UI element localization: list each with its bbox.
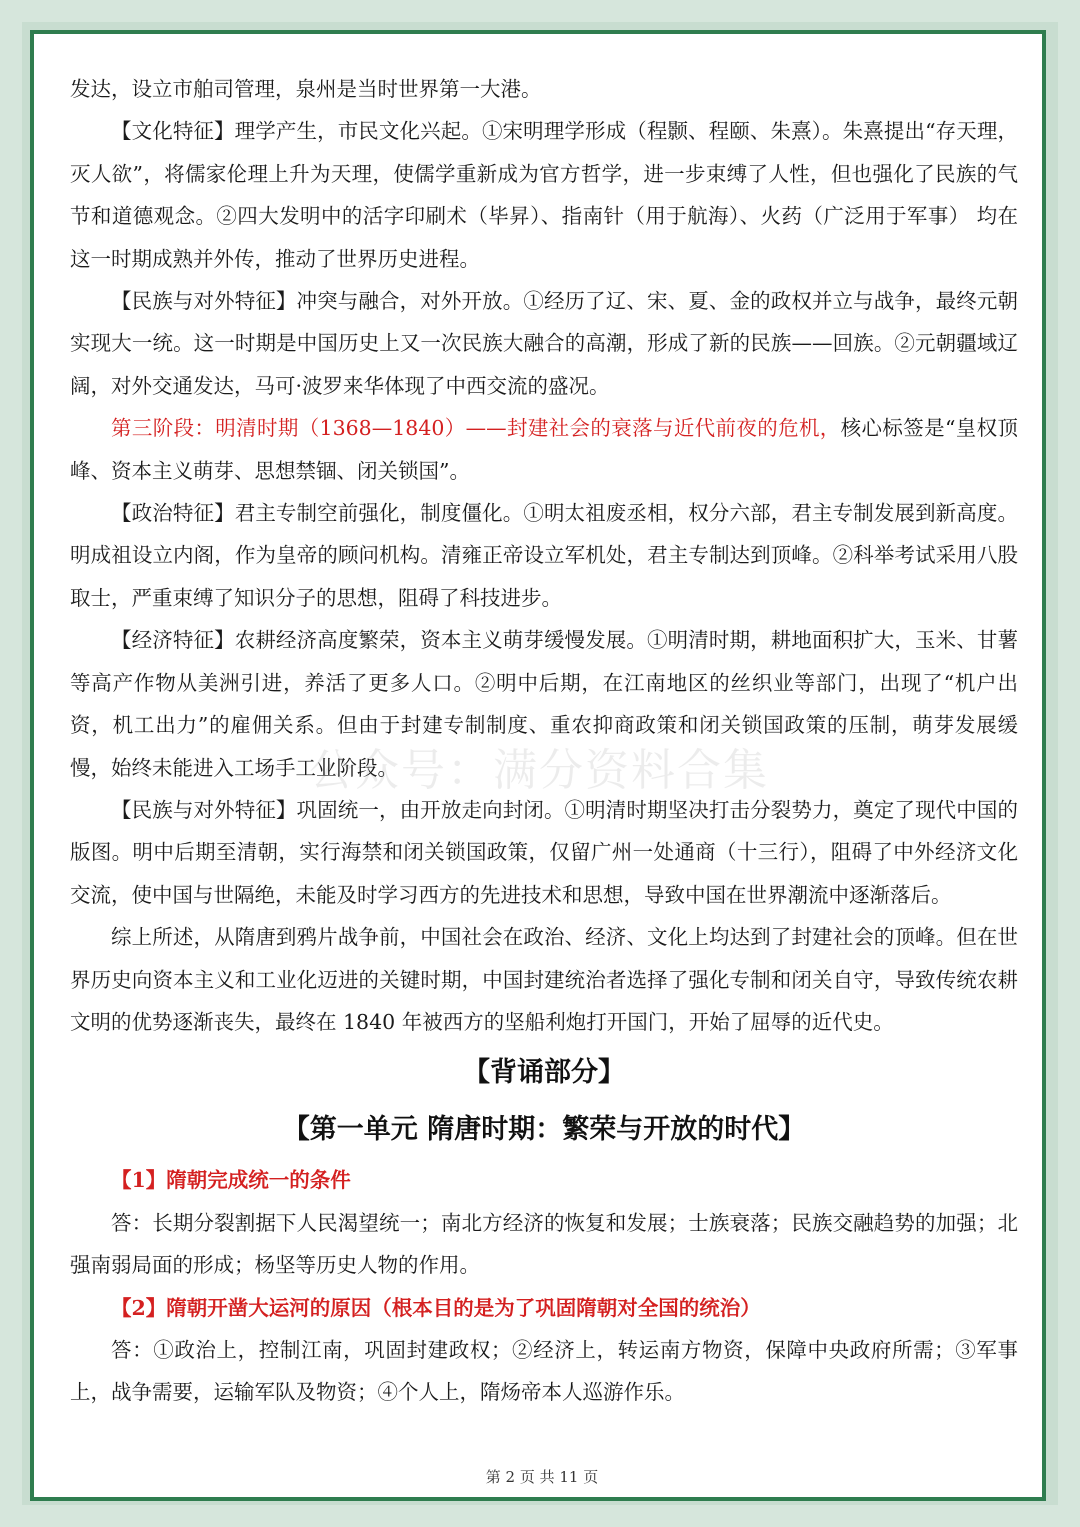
paragraph-continued: 发达，设立市舶司管理，泉州是当时世界第一大港。	[70, 77, 542, 101]
question-title: 【2】隋朝开凿大运河的原因（根本目的是为了巩固隋朝对全国的统治）	[111, 1295, 761, 1320]
paragraph-culture: 【文化特征】理学产生，市民文化兴起。①宋明理学形成（程颢、程颐、朱熹）。朱熹提出“存天理，灭人欲”，将儒家伦理上升为天理，使儒学重新成为官方哲学，进一步束缚了人性，但也强化了民族的气节和道德观念。②四大发明中的活字印刷术（毕昇）、指南针（用于航海）、火药（广泛用于军事） 均在这一时期成熟并外传，推动了世界历史进程。	[70, 119, 1018, 271]
stage-three-tags: 核心标签是“皇权顶峰、资本主义萌芽、思想禁锢、闭关锁国”。	[70, 416, 1018, 483]
question-answer: 答：①政治上，控制江南，巩固封建政权；②经济上，转运南方物资，保障中央政府所需；③军事上，战争需要，运输军队及物资；④个人上，隋炀帝本人巡游作乐。	[70, 1337, 1018, 1405]
document-body	[70, 68, 1018, 1414]
page-number-footer: 第 2 页 共 11 页	[485, 1468, 599, 1486]
document-page	[30, 30, 1046, 1501]
section-heading: 【背诵部分】	[463, 1057, 625, 1089]
question-title: 【1】隋朝完成统一的条件	[111, 1168, 351, 1193]
paragraph-economy: 【经济特征】农耕经济高度繁荣，资本主义萌芽缓慢发展。①明清时期，耕地面积扩大，玉米、甘薯等高产作物从美洲引进，养活了更多人口。②明中后期，在江南地区的丝织业等部门，出现了“机户出资，机工出力”的雇佣关系。但由于封建专制制度、重农抑商政策和闭关锁国政策的压制，萌芽发展缓慢，始终未能进入工场手工业阶段。	[70, 628, 1018, 780]
paragraph-summary: 综上所述，从隋唐到鸦片战争前，中国社会在政治、经济、文化上均达到了封建社会的顶峰。但在世界历史向资本主义和工业化迈进的关键时期，中国封建统治者选择了强化专制和闭关自守，导致传统农耕文明的优势逐渐丧失，最终在 1840 年被西方的坚船利炮打开国门，开始了屈辱的近代史。	[70, 925, 1018, 1034]
question-answer: 答：长期分裂割据下人民渴望统一；南北方经济的恢复和发展；士族衰落；民族交融趋势的加强；北强南弱局面的形成；杨坚等历史人物的作用。	[70, 1210, 1018, 1278]
stage-three-title: 第三阶段：明清时期（1368—1840）——封建社会的衰落与近代前夜的危机，	[111, 416, 841, 441]
unit-heading: 【第一单元 隋唐时期：繁荣与开放的时代】	[282, 1114, 806, 1146]
paragraph-politics: 【政治特征】君主专制空前强化，制度僵化。①明太祖废丞相，权分六部，君主专制发展到新高度。明成祖设立内阁，作为皇帝的顾问机构。清雍正帝设立军机处，君主专制达到顶峰。②科举考试采用八股取士，严重束缚了知识分子的思想，阻碍了科技进步。	[70, 501, 1018, 610]
paragraph-ethnic-foreign-ming-qing: 【民族与对外特征】巩固统一，由开放走向封闭。①明清时期坚决打击分裂势力，奠定了现代中国的版图。明中后期至清朝，实行海禁和闭关锁国政策，仅留广州一处通商（十三行），阻碍了中外经济文化交流，使中国与世隔绝，未能及时学习西方的先进技术和思想，导致中国在世界潮流中逐渐落后。	[70, 797, 1018, 907]
watermark: 公众号：满分资料合集	[309, 745, 769, 796]
paragraph-stage-three	[70, 407, 1018, 492]
paragraph-ethnic-foreign: 【民族与对外特征】冲突与融合，对外开放。①经历了辽、宋、夏、金的政权并立与战争，最终元朝实现大一统。这一时期是中国历史上又一次民族大融合的高潮，形成了新的民族——回族。②元朝疆域辽阔，对外交通发达，马可·波罗来华体现了中西交流的盛况。	[70, 289, 1018, 398]
